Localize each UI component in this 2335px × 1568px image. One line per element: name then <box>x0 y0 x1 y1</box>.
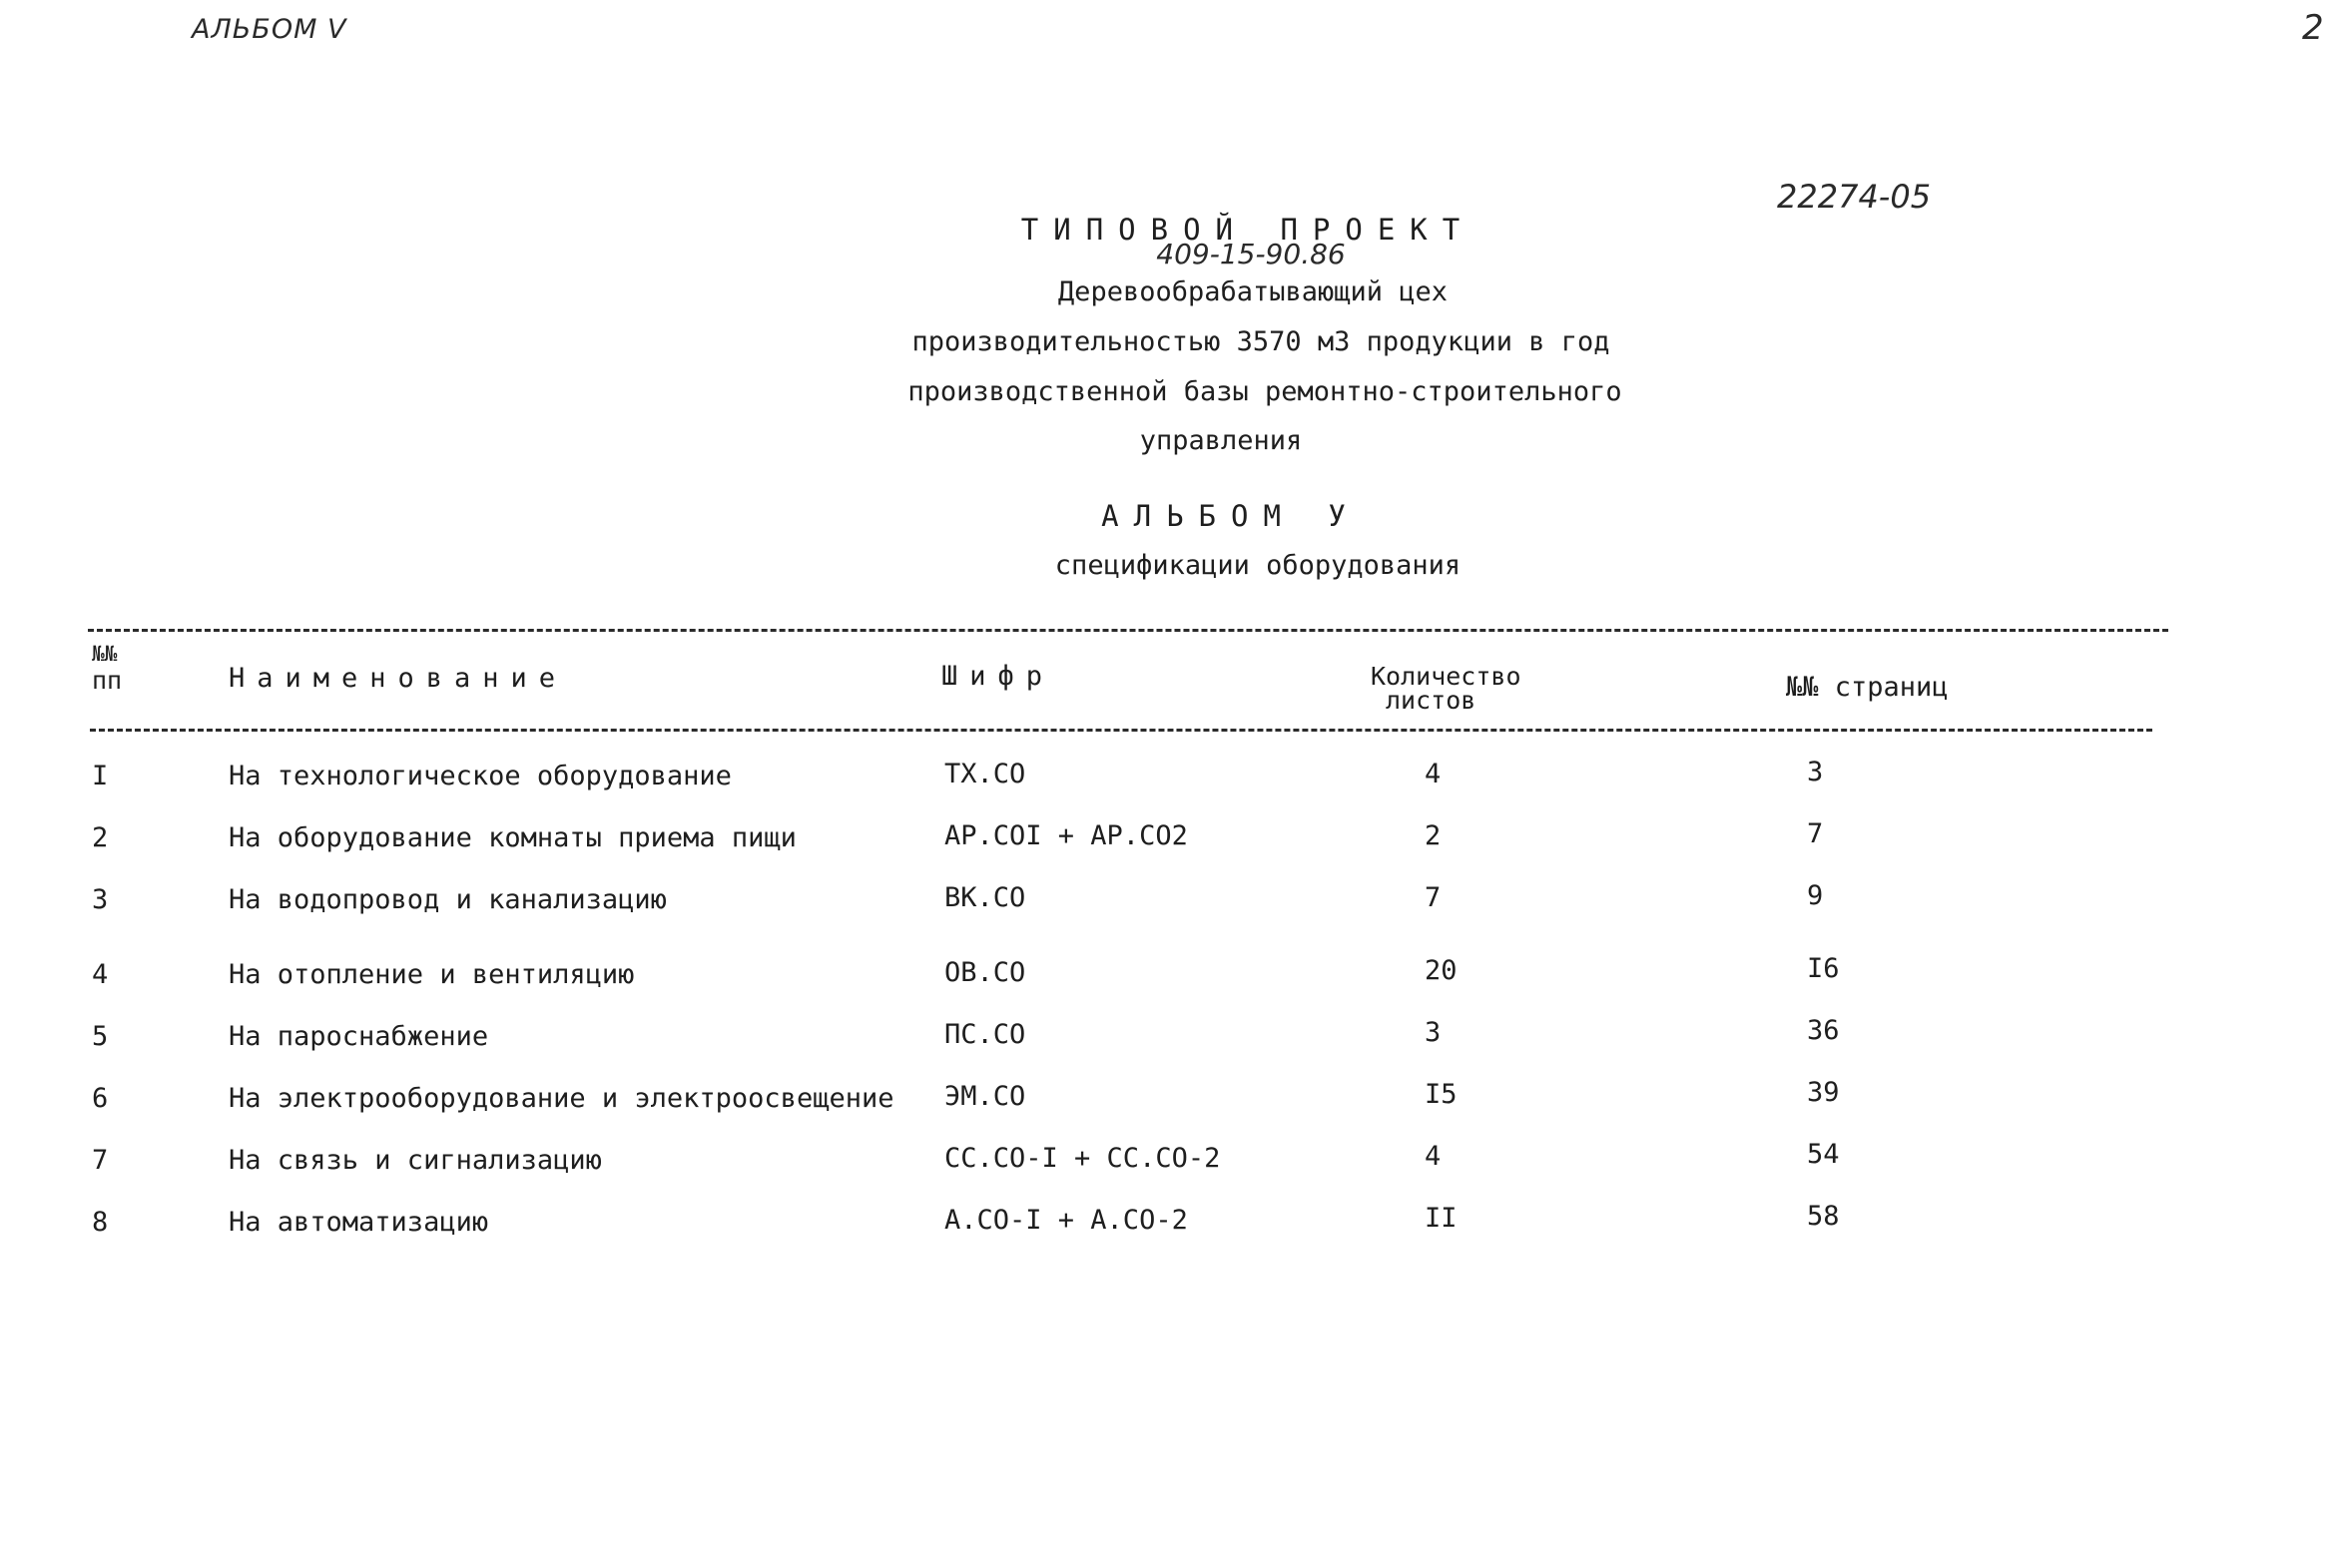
row-qty: 20 <box>1425 955 1458 986</box>
header-name: Наименование <box>229 663 568 694</box>
title-line-3: производственной базы ремонтно-строительного <box>907 376 1622 407</box>
row-number: 4 <box>92 959 109 990</box>
header-qty-line1: Количество <box>1371 662 1521 691</box>
row-page: 58 <box>1807 1201 1840 1232</box>
table-top-rule <box>88 629 2168 632</box>
row-name: На пароснабжение <box>229 1021 489 1052</box>
title-line-1: Деревообрабатывающий цех <box>1057 276 1449 307</box>
row-code: ОВ.СО <box>944 957 1026 988</box>
header-number-line2: пп <box>92 666 123 695</box>
row-code: СС.СО-I + СС.СО-2 <box>944 1143 1221 1174</box>
row-number: 3 <box>92 884 109 915</box>
row-name: На связь и сигнализацию <box>229 1145 602 1176</box>
row-qty: 2 <box>1425 820 1442 851</box>
project-heading: ТИПОВОЙ ПРОЕКТ <box>1020 213 1475 247</box>
row-page: I6 <box>1807 953 1840 984</box>
row-number: 2 <box>92 822 109 853</box>
row-page: 7 <box>1807 818 1824 849</box>
row-code: ЭМ.СО <box>944 1081 1026 1112</box>
row-page: 36 <box>1807 1015 1840 1046</box>
row-page: 54 <box>1807 1139 1840 1170</box>
row-code: ПС.СО <box>944 1019 1026 1050</box>
page-number: 2 <box>2302 8 2324 48</box>
row-name: На технологическое оборудование <box>229 761 732 791</box>
row-number: 5 <box>92 1021 109 1052</box>
row-number: 7 <box>92 1145 109 1176</box>
row-page: 9 <box>1807 880 1824 911</box>
row-qty: 4 <box>1425 759 1442 789</box>
row-qty: 3 <box>1425 1017 1442 1048</box>
row-qty: 4 <box>1425 1141 1442 1172</box>
header-bottom-rule <box>90 729 2152 732</box>
row-qty: 7 <box>1425 882 1442 913</box>
header-code: Шифр <box>941 661 1055 692</box>
header-qty-line2: листов <box>1386 686 1476 715</box>
row-name: На электрооборудование и электроосвещение <box>229 1083 894 1114</box>
title-line-4: управления <box>1139 425 1303 456</box>
row-page: 39 <box>1807 1077 1840 1108</box>
row-name: На водопровод и канализацию <box>229 884 667 915</box>
row-number: 6 <box>92 1083 109 1114</box>
row-code: А.СО-I + А.СО-2 <box>944 1205 1188 1236</box>
row-name: На автоматизацию <box>229 1207 489 1238</box>
header-number-line1: №№ <box>92 642 118 666</box>
row-code: АР.СОI + АР.СО2 <box>944 820 1188 851</box>
row-name: На отопление и вентиляцию <box>229 959 635 990</box>
project-code: 409-15-90.86 <box>1156 238 1346 270</box>
album-heading: АЛЬБОМ У <box>1101 499 1361 533</box>
album-label: АЛЬБОМ V <box>192 14 347 45</box>
row-code: ВК.СО <box>944 882 1026 913</box>
row-page: 3 <box>1807 757 1824 787</box>
row-qty: II <box>1425 1203 1458 1234</box>
row-number: 8 <box>92 1207 109 1238</box>
album-subtitle: спецификации оборудования <box>1054 550 1461 581</box>
row-name: На оборудование комнаты приема пищи <box>229 822 797 853</box>
document-number: 22274-05 <box>1777 178 1932 216</box>
row-code: ТХ.СО <box>944 759 1026 789</box>
title-line-2: производительностью 3570 м3 продукции в год <box>911 326 1610 357</box>
header-pages: №№ страниц <box>1786 672 1949 703</box>
row-number: I <box>92 761 109 791</box>
row-qty: I5 <box>1425 1079 1458 1110</box>
